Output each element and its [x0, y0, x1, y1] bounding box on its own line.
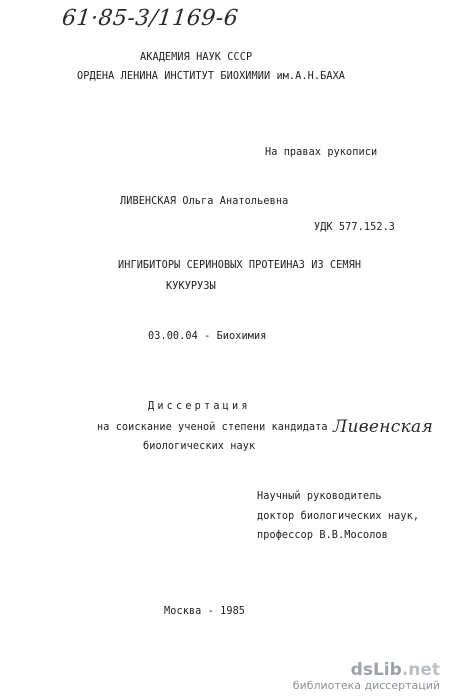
watermark-logo: [293, 661, 440, 679]
academy-name: АКАДЕМИЯ НАУК СССР: [140, 52, 253, 63]
watermark-subtitle: библиотека диссертаций: [292, 679, 440, 692]
watermark: [293, 661, 440, 692]
manuscript-rights: На правах рукописи: [265, 147, 378, 158]
specialty: 03.00.04 - Биохимия: [148, 331, 267, 342]
supervisor-label: Научный руководитель: [257, 491, 382, 502]
author-signature: Ливенская: [333, 417, 434, 437]
title-line-1: ИНГИБИТОРЫ СЕРИНОВЫХ ПРОТЕИНАЗ ИЗ СЕМЯН: [118, 260, 362, 271]
dissertation-heading: Диссертация: [148, 401, 251, 412]
watermark-logo-main: dsLib: [350, 660, 402, 680]
place-and-year: Москва - 1985: [164, 606, 246, 617]
dissertation-field-line: биологических наук: [143, 441, 256, 452]
archive-number: 61·85-3/1169-6: [60, 6, 240, 31]
watermark-logo-tld: .net: [401, 660, 440, 680]
author-name: ЛИВЕНСКАЯ Ольга Анатольевна: [120, 196, 289, 207]
supervisor-name: профессор В.В.Мосолов: [257, 530, 388, 541]
udc-code: УДК 577.152.3: [314, 222, 396, 233]
dissertation-degree-line: на соискание ученой степени кандидата: [97, 422, 328, 433]
supervisor-degree: доктор биологических наук,: [257, 511, 420, 522]
title-line-2: КУКУРУЗЫ: [166, 281, 216, 292]
institute-name: ОРДЕНА ЛЕНИНА ИНСТИТУТ БИОХИМИИ им.А.Н.БАХА: [77, 71, 346, 82]
